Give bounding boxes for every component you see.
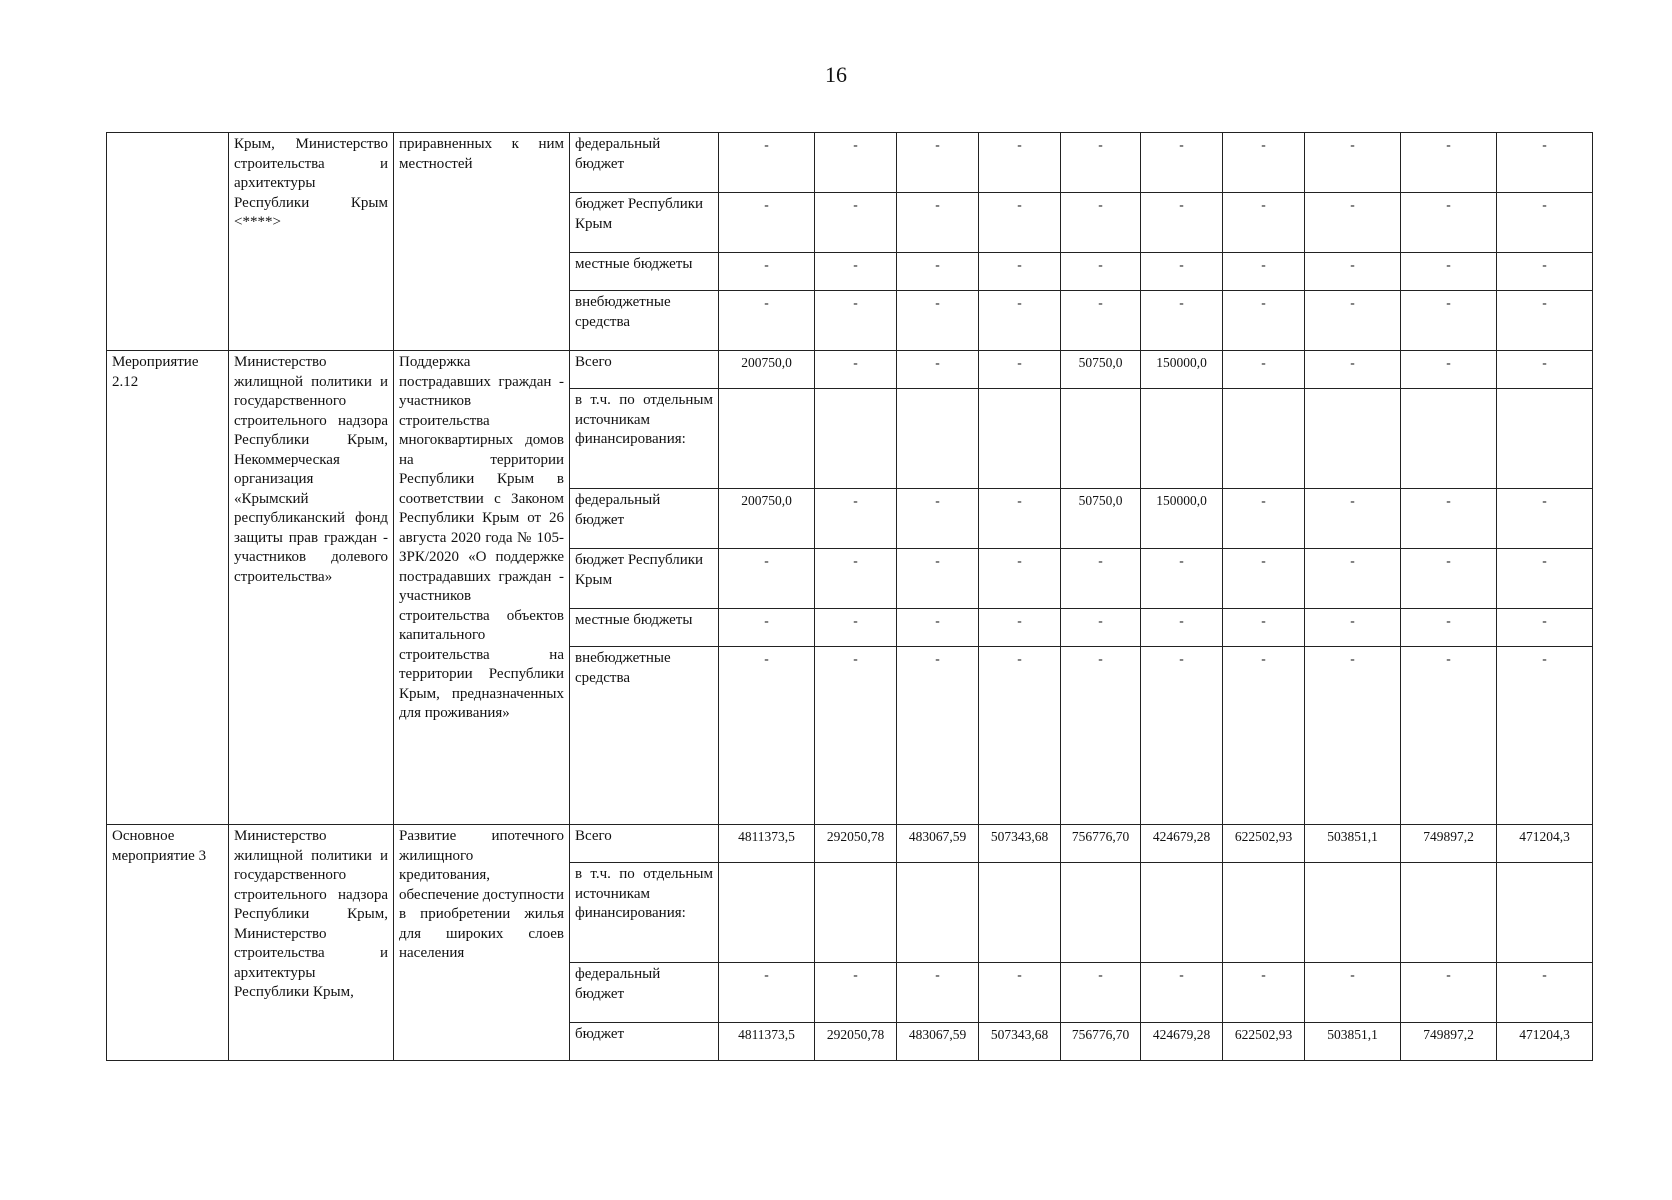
- value-cell: [1305, 863, 1401, 963]
- value-cell: -: [1401, 963, 1497, 1023]
- value-cell: -: [1497, 963, 1593, 1023]
- value-cell: -: [815, 133, 897, 193]
- description-cell: Развитие ипотечного жилищного кредитования, обеспечение доступности в приобретении жилья для широких слоев населения: [394, 825, 570, 1061]
- value-cell: -: [979, 133, 1061, 193]
- value-cell: -: [1305, 963, 1401, 1023]
- value-cell: -: [815, 647, 897, 825]
- value-cell: 50750,0: [1061, 351, 1141, 389]
- value-cell: 4811373,5: [719, 1023, 815, 1061]
- value-cell: [897, 863, 979, 963]
- value-cell: -: [719, 133, 815, 193]
- source-cell: внебюджетные средства: [570, 291, 719, 351]
- value-cell: -: [1401, 609, 1497, 647]
- value-cell: -: [1223, 193, 1305, 253]
- executor-cell: Министерство жилищной политики и государственного строительного надзора Республики Крым, Министерство строительства и архитектуры Республики Крым,: [229, 825, 394, 1061]
- value-cell: -: [815, 291, 897, 351]
- value-cell: [1497, 863, 1593, 963]
- value-cell: 471204,3: [1497, 1023, 1593, 1061]
- value-cell: -: [719, 963, 815, 1023]
- value-cell: -: [1305, 351, 1401, 389]
- value-cell: -: [979, 549, 1061, 609]
- table-row: [107, 133, 1593, 193]
- source-cell: бюджет: [570, 1023, 719, 1061]
- value-cell: -: [815, 549, 897, 609]
- value-cell: -: [979, 351, 1061, 389]
- value-cell: [979, 389, 1061, 489]
- value-cell: 150000,0: [1141, 351, 1223, 389]
- value-cell: [1305, 389, 1401, 489]
- value-cell: -: [815, 489, 897, 549]
- source-cell: в т.ч. по отдельным источникам финансирования:: [570, 389, 719, 489]
- value-cell: [815, 863, 897, 963]
- value-cell: 292050,78: [815, 825, 897, 863]
- value-cell: -: [1141, 253, 1223, 291]
- value-cell: [1223, 389, 1305, 489]
- value-cell: -: [719, 291, 815, 351]
- executor-cell: Крым, Министерство строительства и архитектуры Республики Крым <****>: [229, 133, 394, 351]
- value-cell: [1141, 863, 1223, 963]
- value-cell: 424679,28: [1141, 825, 1223, 863]
- value-cell: 424679,28: [1141, 1023, 1223, 1061]
- value-cell: -: [1141, 549, 1223, 609]
- value-cell: [719, 389, 815, 489]
- description-cell: приравненных к ним местностей: [394, 133, 570, 351]
- value-cell: -: [1223, 351, 1305, 389]
- value-cell: -: [1497, 489, 1593, 549]
- value-cell: [815, 389, 897, 489]
- value-cell: -: [1061, 549, 1141, 609]
- value-cell: -: [1061, 253, 1141, 291]
- value-cell: -: [897, 963, 979, 1023]
- value-cell: -: [1305, 549, 1401, 609]
- value-cell: 622502,93: [1223, 825, 1305, 863]
- value-cell: -: [1141, 291, 1223, 351]
- value-cell: -: [1305, 609, 1401, 647]
- value-cell: 749897,2: [1401, 1023, 1497, 1061]
- value-cell: -: [815, 253, 897, 291]
- value-cell: [1061, 863, 1141, 963]
- value-cell: -: [1223, 133, 1305, 193]
- value-cell: -: [815, 351, 897, 389]
- measure-code: Основное мероприятие 3: [107, 825, 229, 1061]
- value-cell: -: [1223, 647, 1305, 825]
- value-cell: 150000,0: [1141, 489, 1223, 549]
- value-cell: 503851,1: [1305, 1023, 1401, 1061]
- table-body: [107, 133, 1593, 1061]
- value-cell: -: [1223, 549, 1305, 609]
- measure-code: [107, 133, 229, 351]
- value-cell: -: [1497, 193, 1593, 253]
- value-cell: -: [1305, 647, 1401, 825]
- description-cell: Поддержка пострадавших граждан - участников строительства многоквартирных домов на территории Республики Крым в соответствии с Законом Республики Крым от 26 августа 2020 года № 105-ЗРК/2020 «О поддержке пострадавших граждан - участников строительства объектов капитального строительства на территории Республики Крым, предназначенных для проживания»: [394, 351, 570, 825]
- value-cell: [1401, 863, 1497, 963]
- value-cell: -: [815, 609, 897, 647]
- value-cell: -: [1401, 647, 1497, 825]
- value-cell: -: [1061, 963, 1141, 1023]
- source-cell: Всего: [570, 351, 719, 389]
- source-cell: федеральный бюджет: [570, 133, 719, 193]
- value-cell: -: [897, 351, 979, 389]
- value-cell: 622502,93: [1223, 1023, 1305, 1061]
- source-cell: федеральный бюджет: [570, 489, 719, 549]
- value-cell: -: [979, 291, 1061, 351]
- value-cell: -: [1497, 549, 1593, 609]
- value-cell: [979, 863, 1061, 963]
- value-cell: -: [897, 489, 979, 549]
- value-cell: 483067,59: [897, 825, 979, 863]
- value-cell: -: [979, 609, 1061, 647]
- value-cell: -: [897, 609, 979, 647]
- value-cell: -: [979, 963, 1061, 1023]
- value-cell: 471204,3: [1497, 825, 1593, 863]
- value-cell: 200750,0: [719, 489, 815, 549]
- value-cell: -: [1061, 291, 1141, 351]
- value-cell: -: [1305, 291, 1401, 351]
- value-cell: -: [1401, 133, 1497, 193]
- value-cell: -: [1401, 489, 1497, 549]
- value-cell: [719, 863, 815, 963]
- value-cell: 756776,70: [1061, 825, 1141, 863]
- table-row: [107, 825, 1593, 863]
- value-cell: 507343,68: [979, 1023, 1061, 1061]
- value-cell: -: [1305, 489, 1401, 549]
- value-cell: -: [1497, 647, 1593, 825]
- executor-cell: Министерство жилищной политики и государственного строительного надзора Республики Крым, Некоммерческая организация «Крымский республиканский фонд защиты прав граждан - участников долевого строительства»: [229, 351, 394, 825]
- value-cell: -: [1401, 549, 1497, 609]
- value-cell: -: [1141, 609, 1223, 647]
- measure-code: Мероприятие 2.12: [107, 351, 229, 825]
- value-cell: 756776,70: [1061, 1023, 1141, 1061]
- value-cell: [897, 389, 979, 489]
- value-cell: -: [1061, 609, 1141, 647]
- value-cell: -: [897, 549, 979, 609]
- value-cell: -: [1497, 609, 1593, 647]
- value-cell: [1061, 389, 1141, 489]
- value-cell: -: [979, 489, 1061, 549]
- value-cell: -: [1401, 193, 1497, 253]
- value-cell: -: [1141, 963, 1223, 1023]
- value-cell: -: [1223, 291, 1305, 351]
- value-cell: 749897,2: [1401, 825, 1497, 863]
- value-cell: -: [979, 253, 1061, 291]
- value-cell: -: [1061, 133, 1141, 193]
- value-cell: -: [979, 647, 1061, 825]
- source-cell: внебюджетные средства: [570, 647, 719, 825]
- source-cell: бюджет Республики Крым: [570, 193, 719, 253]
- value-cell: -: [897, 291, 979, 351]
- source-cell: бюджет Республики Крым: [570, 549, 719, 609]
- value-cell: -: [1305, 253, 1401, 291]
- source-cell: местные бюджеты: [570, 609, 719, 647]
- value-cell: -: [1061, 193, 1141, 253]
- value-cell: -: [1497, 133, 1593, 193]
- value-cell: -: [1223, 609, 1305, 647]
- value-cell: -: [1223, 253, 1305, 291]
- source-cell: федеральный бюджет: [570, 963, 719, 1023]
- table-row: [107, 351, 1593, 389]
- value-cell: [1141, 389, 1223, 489]
- value-cell: [1497, 389, 1593, 489]
- value-cell: [1223, 863, 1305, 963]
- value-cell: -: [1497, 351, 1593, 389]
- value-cell: 200750,0: [719, 351, 815, 389]
- value-cell: -: [1305, 133, 1401, 193]
- value-cell: -: [1141, 133, 1223, 193]
- value-cell: -: [1401, 351, 1497, 389]
- value-cell: 503851,1: [1305, 825, 1401, 863]
- value-cell: [1401, 389, 1497, 489]
- value-cell: -: [1141, 647, 1223, 825]
- financing-table: [106, 132, 1593, 1061]
- value-cell: -: [897, 647, 979, 825]
- page-number: 16: [825, 62, 847, 87]
- value-cell: -: [1305, 193, 1401, 253]
- value-cell: 483067,59: [897, 1023, 979, 1061]
- value-cell: -: [719, 193, 815, 253]
- value-cell: 507343,68: [979, 825, 1061, 863]
- source-cell: Всего: [570, 825, 719, 863]
- value-cell: -: [1223, 489, 1305, 549]
- value-cell: 4811373,5: [719, 825, 815, 863]
- value-cell: -: [1401, 253, 1497, 291]
- value-cell: -: [897, 253, 979, 291]
- source-cell: местные бюджеты: [570, 253, 719, 291]
- value-cell: -: [897, 193, 979, 253]
- value-cell: -: [1141, 193, 1223, 253]
- value-cell: 292050,78: [815, 1023, 897, 1061]
- value-cell: -: [1401, 291, 1497, 351]
- value-cell: 50750,0: [1061, 489, 1141, 549]
- value-cell: -: [897, 133, 979, 193]
- value-cell: -: [1497, 253, 1593, 291]
- value-cell: -: [719, 253, 815, 291]
- value-cell: -: [719, 609, 815, 647]
- value-cell: -: [815, 193, 897, 253]
- value-cell: -: [719, 549, 815, 609]
- value-cell: -: [979, 193, 1061, 253]
- source-cell: в т.ч. по отдельным источникам финансирования:: [570, 863, 719, 963]
- value-cell: -: [815, 963, 897, 1023]
- value-cell: -: [1497, 291, 1593, 351]
- value-cell: -: [719, 647, 815, 825]
- value-cell: -: [1061, 647, 1141, 825]
- value-cell: -: [1223, 963, 1305, 1023]
